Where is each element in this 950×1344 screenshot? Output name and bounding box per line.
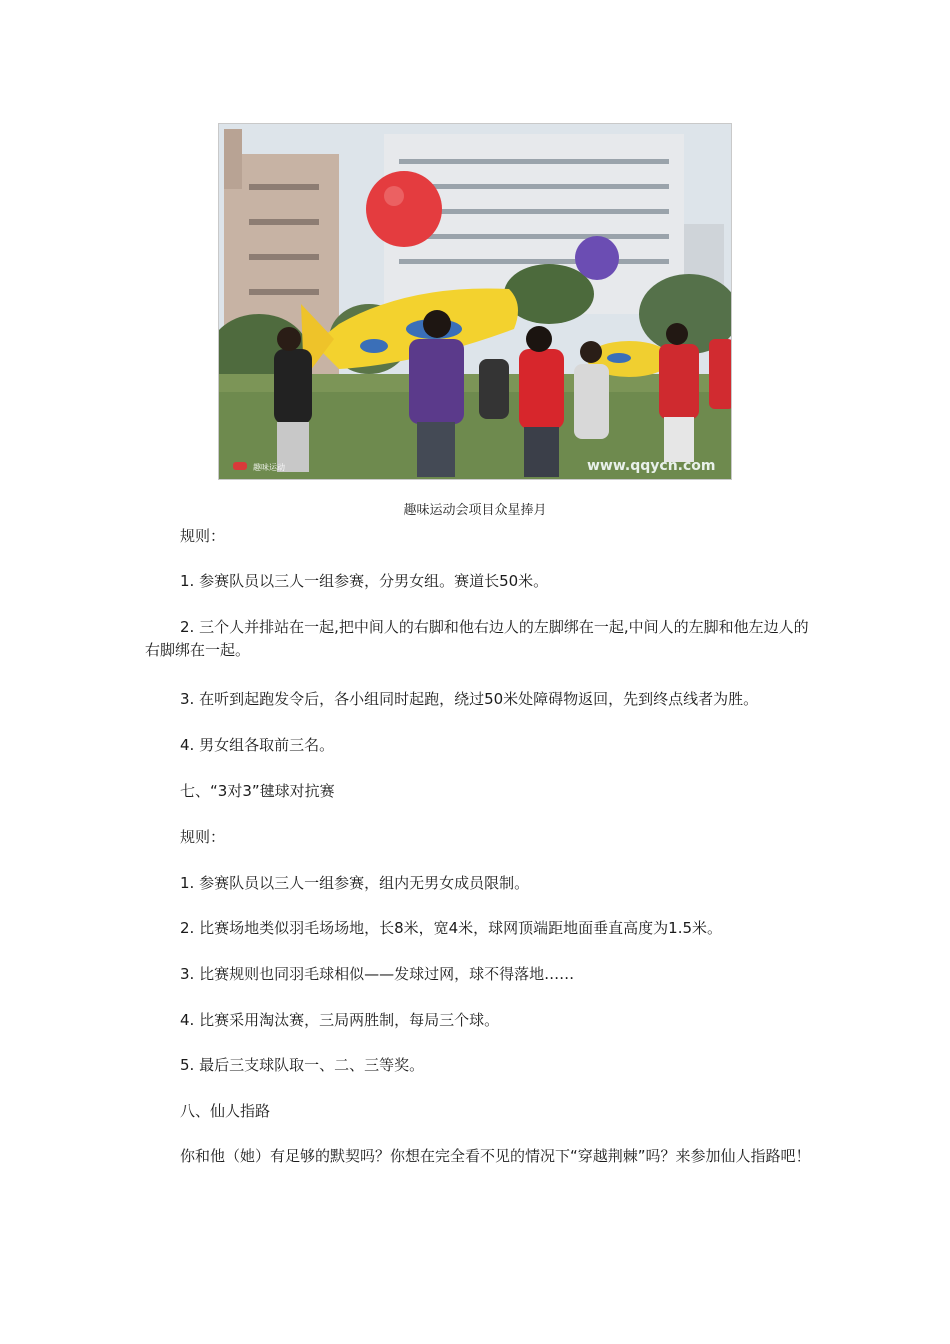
corner-mark-text: 趣味运动	[253, 463, 285, 472]
logo-mark	[233, 462, 247, 470]
rules-heading: 规则：	[180, 828, 226, 846]
purple-balloon	[575, 236, 619, 280]
rule-item-2: 2. 三个人并排站在一起,把中间人的右脚和他右边人的左脚绑在一起,中间人的左脚和他左边人的右脚绑在一起。	[145, 618, 809, 659]
rule-item-2: 2. 比赛场地类似羽毛场场地，长8米，宽4米，球网顶端距地面垂直高度为1.5米。	[180, 919, 723, 937]
rule-item-4: 4. 比赛采用淘汰赛，三局两胜制，每局三个球。	[180, 1011, 500, 1029]
rule-item-1: 1. 参赛队员以三人一组参赛，分男女组。赛道长50米。	[180, 572, 549, 590]
event-photo	[218, 123, 732, 480]
photo-illustration	[219, 124, 731, 479]
rule-item-1: 1. 参赛队员以三人一组参赛，组内无男女成员限制。	[180, 874, 530, 892]
red-balloon	[366, 171, 442, 247]
rule-item-3: 3. 比赛规则也同羽毛球相似——发球过网，球不得落地……	[180, 965, 575, 983]
rule-item-4: 4. 男女组各取前三名。	[180, 736, 335, 754]
intro-paragraph: 你和他（她）有足够的默契吗？你想在完全看不见的情况下“穿越荆棘”吗？来参加仙人指路吧！	[180, 1147, 811, 1165]
watermark: www.qqycn.com	[587, 458, 716, 474]
section-heading-7: 七、“3对3”毽球对抗赛	[180, 782, 335, 800]
section-heading-8: 八、仙人指路	[180, 1102, 271, 1120]
photo-caption: 趣味运动会项目众星捧月	[403, 503, 547, 518]
rule-item-5: 5. 最后三支球队取一、二、三等奖。	[180, 1056, 425, 1074]
rules-heading: 规则：	[180, 527, 226, 545]
rule-item-3: 3. 在听到起跑发令后，各小组同时起跑，绕过50米处障碍物返回，先到终点线者为胜。	[180, 690, 759, 708]
